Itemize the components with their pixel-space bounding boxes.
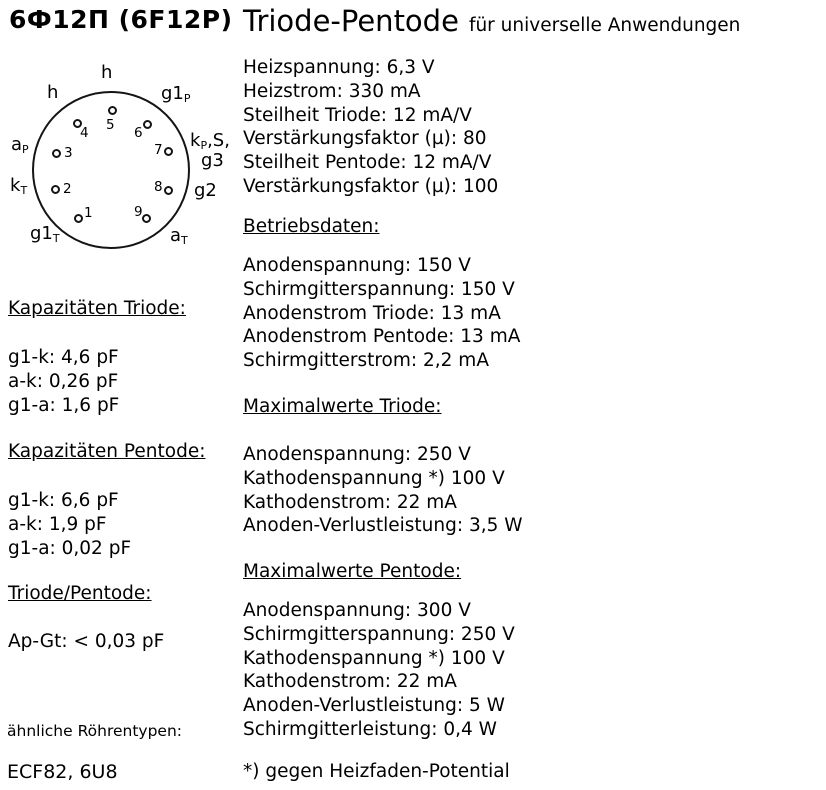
spec-lines <box>243 599 515 742</box>
label-main: a <box>170 225 182 246</box>
section-max-ratings-triode <box>243 396 523 538</box>
spec-line: a-k: 1,9 pF <box>8 513 107 535</box>
spec-line: Schirmgitterspannung: 250 V <box>243 623 515 645</box>
label-sub: P <box>183 92 191 105</box>
spec-line: Steilheit Triode: 12 mA/V <box>243 104 472 126</box>
pin-label-g1-triode <box>30 225 60 244</box>
pin-number-4: 4 <box>80 125 89 141</box>
spec-line: Verstärkungsfaktor (µ): 100 <box>243 175 499 197</box>
label-sub: P <box>22 143 29 156</box>
spec-line: Heizstrom: 330 mA <box>243 80 421 102</box>
spec-line: Steilheit Pentode: 12 mA/V <box>243 152 492 174</box>
spec-line: Anodenspannung: 300 V <box>243 600 471 621</box>
label-main: g1 <box>161 83 184 104</box>
pin-circle-1 <box>74 214 83 223</box>
label-main: k <box>190 130 201 151</box>
spec-line: Anoden-Verlustleistung: 3,5 W <box>243 515 523 537</box>
spec-lines <box>8 346 186 417</box>
section-triode-pentode <box>8 583 164 654</box>
spec-line: a-k: 0,26 pF <box>8 370 119 392</box>
spec-line: Anodenstrom Pentode: 13 mA <box>243 326 521 348</box>
pin-label-heater-left: h <box>47 82 59 103</box>
spec-lines <box>8 630 164 654</box>
pin-number-3: 3 <box>64 145 73 161</box>
spec-line: Anodenspannung: 150 V <box>243 255 471 276</box>
section-heading: Betriebsdaten: <box>243 216 380 237</box>
page-title-row <box>243 4 740 38</box>
pin-label-heater-top: h <box>101 62 113 83</box>
spec-line: Schirmgitterleistung: 0,4 W <box>243 718 497 740</box>
label-tail: ,S, <box>207 130 230 151</box>
section-characteristics <box>243 56 498 199</box>
pin-circle-9 <box>142 214 151 223</box>
similar-tubes-value: ECF82, 6U8 <box>7 761 118 783</box>
spec-line: Verstärkungsfaktor (µ): 80 <box>243 128 487 150</box>
section-capacitances-triode <box>8 298 186 417</box>
pin-circle-6 <box>143 120 152 129</box>
pin-label-anode-pentode <box>11 136 29 155</box>
pin-number-2: 2 <box>63 181 72 197</box>
pin-number-9: 9 <box>134 204 143 220</box>
spec-line: g1-a: 0,02 pF <box>8 537 132 559</box>
pin-circle-3 <box>52 149 61 158</box>
spec-lines <box>243 254 520 373</box>
pin-number-5: 5 <box>106 117 115 133</box>
section-heading: Maximalwerte Pentode: <box>243 561 462 582</box>
spec-line: Ap-Gt: < 0,03 pF <box>8 631 165 652</box>
label-sub: T <box>20 184 28 197</box>
pin-label-cathode-pentode-shield <box>190 132 230 151</box>
spec-line: g1-k: 4,6 pF <box>8 347 119 368</box>
section-heading: Kapazitäten Pentode: <box>8 441 206 462</box>
section-capacitances-pentode <box>8 441 205 560</box>
footnote: *) gegen Heizfaden-Potential <box>243 761 510 782</box>
section-similar-tubes <box>7 722 182 783</box>
spec-line: Heizspannung: 6,3 V <box>243 57 435 78</box>
pin-number-1: 1 <box>84 205 93 221</box>
pin-diagram <box>0 60 235 265</box>
pin-label-g1-pentode <box>161 85 191 104</box>
similar-tubes-label: ähnliche Röhrentypen: <box>7 722 183 740</box>
spec-line: g1-k: 6,6 pF <box>8 490 119 511</box>
pin-circle-7 <box>164 147 173 156</box>
spec-lines <box>243 56 498 199</box>
spec-line: Schirmgitterstrom: 2,2 mA <box>243 350 489 372</box>
label-main: a <box>11 134 23 155</box>
spec-line: Anoden-Verlustleistung: 5 W <box>243 695 505 717</box>
pin-number-8: 8 <box>154 179 163 195</box>
spec-line: Anodenspannung: 250 V <box>243 444 471 465</box>
section-heading: Kapazitäten Triode: <box>8 298 186 319</box>
label-main: g1 <box>30 223 53 244</box>
section-heading: Maximalwerte Triode: <box>243 396 442 417</box>
tube-name-heading: 6Ф12П (6F12P) <box>9 5 233 34</box>
spec-line: g1-a: 1,6 pF <box>8 394 120 416</box>
label-sub: T <box>181 234 188 247</box>
label-sub: T <box>52 232 60 245</box>
spec-line: Schirmgitterspannung: 150 V <box>243 278 515 300</box>
pin-label-g2: g2 <box>194 180 217 201</box>
page-subtitle: für universelle Anwendungen <box>468 15 741 36</box>
label-sub: P <box>200 139 208 152</box>
spec-line: Kathodenspannung *) 100 V <box>243 647 505 669</box>
pin-label-anode-triode <box>170 227 188 246</box>
pin-circle-5 <box>108 106 117 115</box>
label-main: k <box>10 175 21 196</box>
page-title: Triode-Pentode <box>243 4 459 38</box>
spec-line: Kathodenstrom: 22 mA <box>243 491 457 513</box>
pin-label-cathode-triode <box>10 177 27 196</box>
pin-circle-8 <box>164 186 173 195</box>
section-operating-data <box>243 216 520 373</box>
spec-lines <box>243 443 523 538</box>
spec-line: Kathodenspannung *) 100 V <box>243 467 505 489</box>
pin-number-7: 7 <box>154 142 163 158</box>
section-max-ratings-pentode <box>243 561 515 742</box>
spec-line: Kathodenstrom: 22 mA <box>243 671 457 693</box>
pin-circle-2 <box>51 185 60 194</box>
spec-line: Anodenstrom Triode: 13 mA <box>243 302 501 324</box>
pin-number-6: 6 <box>134 125 143 141</box>
spec-lines <box>8 489 205 560</box>
pin-label-g3: g3 <box>201 150 224 171</box>
section-heading: Triode/Pentode: <box>8 583 152 604</box>
